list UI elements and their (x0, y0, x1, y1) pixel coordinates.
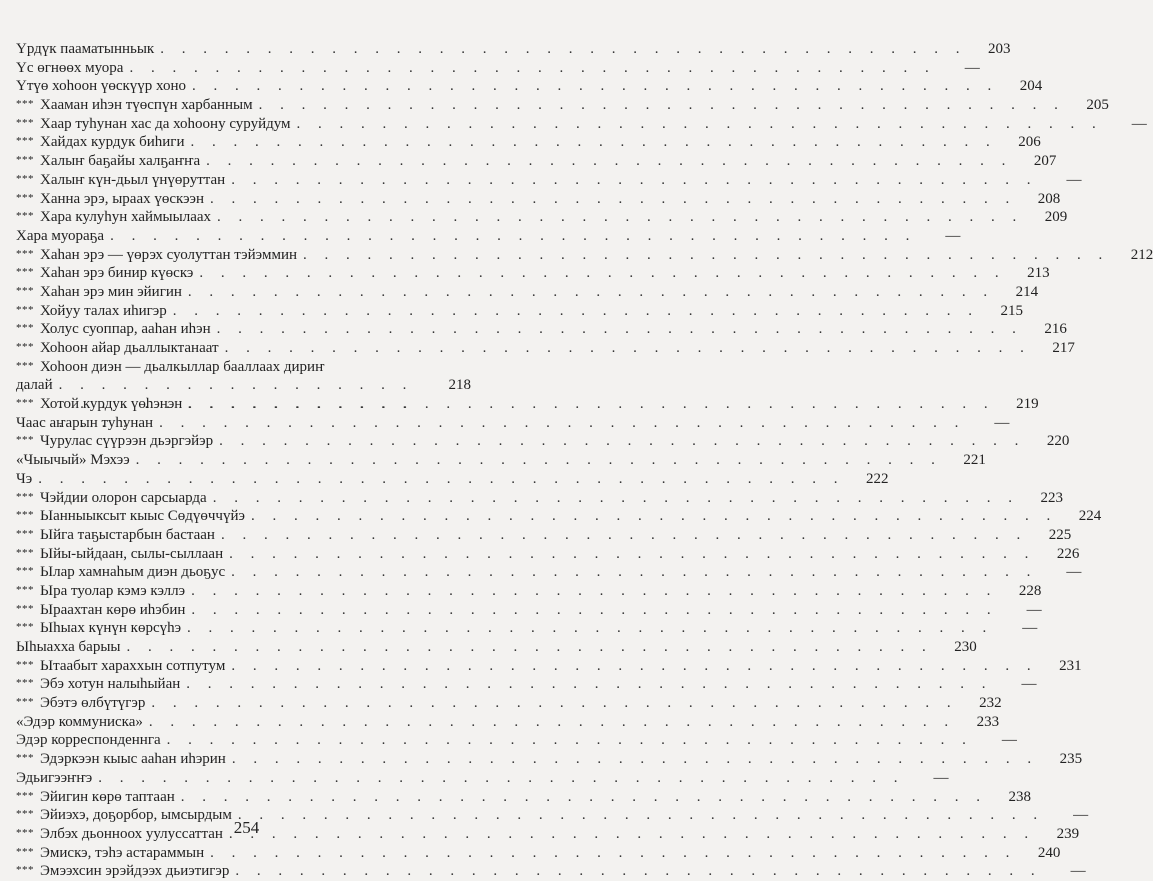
untitled-poem-mark: *** (16, 864, 34, 877)
entry-title: Эйиэхэ, доҕорбор, ымсырдым (40, 807, 232, 824)
toc-entry (16, 302, 1023, 321)
dot-leader (190, 133, 996, 152)
entry-page-number: 240 (1037, 844, 1061, 861)
toc-entry (16, 769, 949, 788)
toc-entry (16, 96, 1109, 115)
toc-entry (16, 152, 1057, 171)
toc-entry (16, 731, 1017, 750)
entry-title: Хойуу талах иһигэр (40, 302, 167, 319)
toc-entry (16, 264, 1050, 283)
entry-page-number: — (933, 769, 949, 786)
entry-title: Эбэтэ өлбүтүгэр (40, 695, 146, 712)
entry-page-number: — (1022, 620, 1038, 637)
entry-title: Эдьигээҥҥэ (16, 769, 93, 786)
untitled-poem-mark: *** (16, 322, 34, 335)
entry-title: Хара муораҕа (16, 227, 105, 244)
dot-leader (191, 601, 997, 620)
entry-page-number: 223 (1040, 489, 1063, 506)
entry-title: Холус суоппар, ааһан иһэн (40, 321, 211, 338)
untitled-poem-mark: *** (16, 677, 34, 690)
entry-page-number: 238 (1008, 788, 1032, 805)
entry-title: Ыйы-ыйдаан, сылы-сыллаан (40, 545, 224, 562)
toc-entry (16, 115, 1147, 134)
entry-title: Хоһоон айар дьаллыктанаат (40, 340, 219, 356)
untitled-poem-mark: *** (16, 191, 34, 204)
entry-title: Ыһыахха барыы (16, 639, 121, 655)
entry-page-number: — (1131, 115, 1147, 132)
toc-entry (16, 601, 1042, 620)
toc-entry (16, 133, 1041, 152)
toc-entry (16, 657, 1082, 676)
toc-entry (16, 339, 1075, 358)
toc-entry (16, 451, 986, 470)
untitled-poem-mark: *** (16, 135, 34, 148)
entry-page-number: — (1001, 732, 1017, 749)
untitled-poem-mark: *** (16, 266, 34, 279)
entry-title: «Эдэр коммуниска» (16, 713, 143, 730)
untitled-poem-mark: *** (16, 98, 34, 111)
dot-leader (149, 713, 955, 732)
entry-page-number: — (1066, 564, 1082, 581)
untitled-poem-mark: *** (16, 546, 34, 559)
entry-title: Халыҥ баҕайы халҕаҥҥа (40, 153, 201, 170)
entry-title: Чурулас сүүрээн дьэргэйэр (40, 433, 214, 450)
untitled-poem-mark: *** (16, 509, 34, 522)
entry-title: Хара кулуһун хаймыылаах (40, 209, 212, 226)
toc-entry (16, 320, 1067, 339)
entry-page-number: 214 (1015, 283, 1039, 300)
entry-page-number: 216 (1044, 321, 1067, 338)
entry-title: Чаас аҥарын туһунан (16, 414, 154, 431)
entry-page-number: 233 (976, 713, 1000, 730)
entry-title: Ханна эрэ, ыраах үөскээн (40, 190, 204, 207)
table-of-contents (16, 40, 1153, 881)
entry-page-number: — (1021, 676, 1037, 693)
toc-entry (16, 414, 1010, 433)
entry-title: Эмээхсин эрэйдээх дьиэтигэр (40, 863, 230, 880)
toc-entry (16, 713, 1000, 732)
dot-leader (235, 862, 1041, 881)
entry-title: Эбэ хотун налыһыйан (40, 676, 181, 693)
dot-leader (38, 470, 844, 489)
dot-leader (213, 489, 1019, 508)
toc-entry (16, 432, 1070, 451)
entry-page-number: 215 (1000, 302, 1023, 319)
untitled-poem-mark: *** (16, 172, 34, 185)
toc-entry (16, 208, 1068, 227)
dot-leader (151, 694, 957, 713)
entry-page-number: 235 (1059, 751, 1083, 768)
entry-title: Хаар туһунан хас да хоһоону суруйдум (40, 115, 291, 132)
entry-title: Эдэркээн кыыс ааһан иһэрин (40, 751, 226, 768)
untitled-poem-mark: *** (16, 845, 34, 858)
entry-title: Хоһоон диэн — дьалкыллар бааллаах дириҥ (40, 358, 325, 375)
toc-entry (16, 582, 1042, 601)
entry-title: Үс өгнөөх муора (16, 59, 124, 76)
entry-title: Ыйга таҕыстарбын бастаан (40, 526, 215, 543)
entry-page-number: 231 (1059, 657, 1082, 674)
untitled-poem-mark: *** (16, 602, 34, 615)
entry-title: Хаһан эрэ бинир күөскэ (40, 265, 194, 282)
entry-page-number: 205 (1086, 97, 1109, 114)
entry-page-number: 230 (954, 639, 977, 655)
dot-leader (167, 731, 973, 750)
dot-leader (160, 40, 966, 59)
dot-leader (136, 451, 942, 470)
untitled-poem-mark: *** (16, 397, 34, 410)
untitled-poem-mark: *** (16, 284, 34, 297)
dot-leader (217, 208, 1023, 227)
toc-entry (16, 694, 1002, 713)
entry-title: Халыҥ күн-дьыл үнүөруттан (40, 171, 226, 188)
dot-leader (232, 750, 1038, 769)
toc-entry (16, 545, 1080, 564)
toc-entry (16, 750, 1083, 769)
untitled-poem-mark: *** (16, 154, 34, 167)
entry-title: Элбэх дьонноох уулуссаттан (40, 825, 223, 842)
toc-entry (16, 638, 977, 657)
toc-entry (16, 358, 471, 395)
dot-leader (229, 545, 1035, 564)
untitled-poem-mark: *** (16, 527, 34, 540)
toc-entry (16, 507, 1102, 526)
entry-title: Чэйдии олорон сарсыарда (40, 489, 207, 506)
dot-leader (192, 77, 998, 96)
dot-leader (210, 190, 1016, 209)
toc-entry (16, 77, 1043, 96)
entry-page-number: 220 (1046, 433, 1070, 450)
dot-leader (98, 769, 904, 788)
entry-title: Үтүө хоһоон үөскүүр хоно (16, 78, 186, 95)
dot-leader (199, 264, 1005, 283)
untitled-poem-mark: *** (16, 826, 34, 839)
toc-entry (16, 171, 1082, 190)
dot-leader (231, 171, 1037, 190)
entry-page-number: 224 (1078, 508, 1102, 525)
entry-page-number: — (1066, 171, 1082, 188)
untitled-poem-mark: *** (16, 434, 34, 447)
toc-entry (16, 470, 889, 489)
untitled-poem-mark: *** (16, 303, 34, 316)
entry-title: Ылар хамнаһым диэн дьоҕус (40, 564, 226, 581)
dot-leader (159, 414, 965, 433)
dot-leader (186, 675, 992, 694)
entry-title: Хотой курдук үөһэнэн (40, 396, 183, 413)
entry-page-number: 209 (1044, 209, 1068, 226)
entry-page-number: 217 (1052, 340, 1075, 356)
entry-title: Хаһан эрэ мин эйигин (40, 283, 182, 300)
dot-leader (129, 59, 935, 78)
untitled-poem-mark: *** (16, 490, 34, 503)
untitled-poem-mark: *** (16, 565, 34, 578)
entry-page-number: 239 (1056, 825, 1080, 842)
untitled-poem-mark: *** (16, 808, 34, 821)
dot-leader (191, 582, 997, 601)
entry-page-number: 208 (1037, 190, 1061, 207)
entry-title: Хайдах курдук биһиги (40, 134, 185, 151)
toc-entry (16, 844, 1061, 863)
toc-entry (16, 675, 1037, 694)
entry-title: Хааман иһэн түөспүн харбанным (40, 97, 253, 114)
dot-leader (303, 246, 1109, 265)
toc-entry (16, 40, 1011, 59)
entry-page-number: 212 (1130, 246, 1153, 263)
dot-leader (297, 115, 1103, 134)
entry-page-number: — (945, 227, 961, 244)
entry-page-number: 203 (987, 41, 1011, 57)
entry-page-number: 213 (1027, 265, 1050, 282)
toc-entry (16, 619, 1038, 638)
entry-title: Үрдүк пааматынньык (16, 41, 155, 57)
entry-title: Ыраахтан көрө иһэбин (40, 601, 186, 618)
dot-leader (221, 526, 1027, 545)
entry-title: Эйигин көрө таптаан (40, 788, 175, 805)
entry-title-continuation: далай (16, 377, 53, 394)
dot-leader (225, 339, 1031, 358)
dot-leader (181, 788, 987, 807)
entry-page-number: 204 (1019, 78, 1043, 95)
entry-page-number: 218 (448, 377, 471, 394)
entry-page-number: 206 (1018, 134, 1041, 151)
dot-leader (126, 638, 932, 657)
toc-entry (16, 788, 1032, 807)
untitled-poem-mark: *** (16, 359, 34, 372)
toc-entry (16, 227, 961, 246)
entry-page-number: 225 (1048, 526, 1072, 543)
entry-page-number: 228 (1018, 582, 1042, 599)
untitled-poem-mark: *** (16, 210, 34, 223)
untitled-poem-mark: *** (16, 696, 34, 709)
toc-entry (16, 283, 1039, 302)
entry-page-number: 232 (979, 695, 1002, 712)
entry-page-number: 219 (1016, 396, 1039, 413)
dot-leader (217, 320, 1023, 339)
dot-leader (206, 152, 1012, 171)
untitled-poem-mark: *** (16, 341, 34, 353)
dot-leader (219, 432, 1025, 451)
untitled-poem-mark: *** (16, 621, 34, 634)
toc-entry (16, 526, 1072, 545)
entry-page-number: — (1026, 601, 1042, 618)
untitled-poem-mark: *** (16, 116, 34, 129)
dot-leader (188, 283, 994, 302)
entry-title: Ыра туолар кэмэ кэллэ (40, 582, 186, 599)
dot-leader (110, 227, 916, 246)
untitled-poem-mark: *** (16, 583, 34, 596)
dot-leader (188, 395, 994, 414)
untitled-poem-mark: *** (16, 247, 34, 260)
toc-entry (16, 489, 1063, 508)
entry-title: Эмискэ, тэһэ астараммын (40, 844, 205, 861)
entry-title: Ыанныыксыт кыыс Сөдүөччүйэ (40, 508, 245, 525)
entry-page-number: — (1073, 807, 1089, 824)
toc-entry (16, 395, 1039, 414)
entry-page-number: — (964, 59, 980, 76)
entry-page-number: — (1070, 863, 1086, 880)
entry-page-number: — (994, 414, 1010, 431)
dot-leader (259, 96, 1065, 115)
entry-title: Эдэр корреспонденнга (16, 732, 161, 749)
entry-title: Чэ (16, 470, 33, 487)
entry-title: Ытаабыт хараххын сотпутум (40, 657, 226, 674)
toc-entry (16, 862, 1086, 881)
page-number: 254 (233, 818, 260, 837)
entry-page-number: 226 (1056, 545, 1080, 562)
dot-leader (251, 507, 1057, 526)
toc-entry (16, 190, 1061, 209)
untitled-poem-mark: *** (16, 789, 34, 802)
dot-leader (173, 302, 979, 321)
entry-page-number: 221 (963, 452, 986, 469)
toc-entry (16, 246, 1153, 265)
dot-leader (231, 563, 1037, 582)
entry-title: Хаһан эрэ — үөрэх суолуттан тэйэммин (40, 246, 297, 263)
entry-title: Ыһыах күнүн көрсүһэ (40, 620, 182, 637)
dot-leader (187, 619, 993, 638)
untitled-poem-mark: *** (16, 752, 34, 765)
dot-leader (231, 657, 1037, 676)
entry-page-number: 207 (1033, 153, 1057, 170)
untitled-poem-mark: *** (16, 658, 34, 671)
entry-title: «Чыычый» Мэхээ (16, 452, 130, 469)
dot-leader (210, 844, 1016, 863)
toc-entry (16, 59, 980, 78)
toc-entry (16, 563, 1082, 582)
entry-page-number: 222 (865, 470, 889, 487)
